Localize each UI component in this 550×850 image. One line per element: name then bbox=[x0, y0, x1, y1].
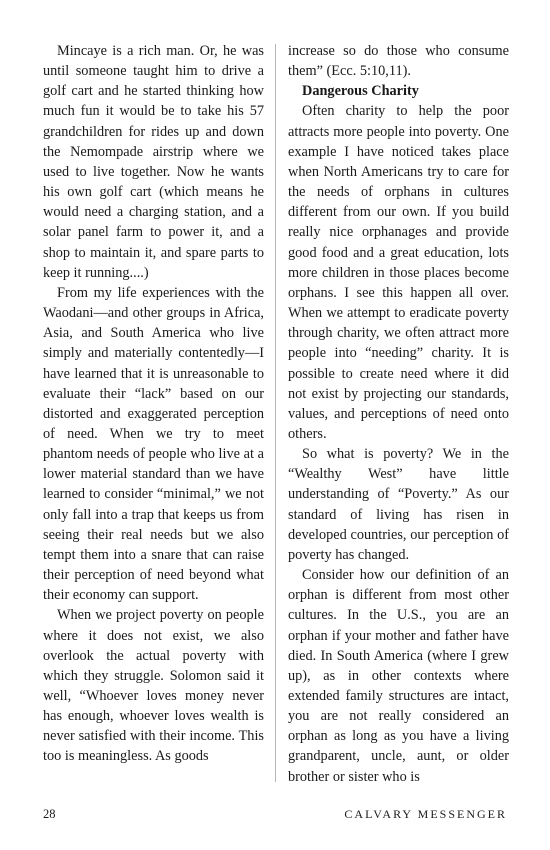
paragraph-continuation: increase so do those who consume them” (Ecc. 5:10,11). bbox=[288, 43, 509, 80]
right-column bbox=[288, 41, 509, 787]
paragraph: Consider how our definition of an orphan is different from most other cultures. In the U.S., you are an orphan if your mother and father have died. In South America (where I grew up), as in other contexts where extended family structures are intact, you are not really considered an orphan as long as you have a living grandparent, uncle, aunt, or older brother or sister who is bbox=[288, 567, 509, 785]
column-divider bbox=[275, 44, 276, 782]
paragraph: Often charity to help the poor attracts more people into poverty. One example I have noticed takes place when North Americans try to care for the needs of orphans in cultures different from our own. If you build really nice orphanages and provide good food and a great education, lots more children in those places become orphans. I see this happen all over. When we attempt to eradicate poverty through charity, we often attract more people into “needing” charity. It is possible to create need where it did not exist by projecting our standards, values, and perceptions of need onto others. bbox=[288, 103, 509, 442]
paragraph: When we project poverty on people where it does not exist, we also overlook the actual poverty with which they struggle. Solomon said it well, “Whoever loves money never has enough, whoever loves wealth is never satisfied with their income. This too is meaningless. As goods bbox=[43, 607, 264, 765]
paragraph: From my life experiences with the Waodani—and other groups in Africa, Asia, and South America who live simply and materially contentedly—I have learned that it is unreasonable to evaluate their “lack” based on our distorted and exaggerated perception of need. When we try to meet phantom needs of people who live at a lower material standard than we have learned to consider “minimal,” we not only fall into a trap that keeps us from seeing their real needs but we also tempt them into a snare that can raise their perception of need beyond what their economy can support. bbox=[43, 284, 264, 604]
paragraph: So what is poverty? We in the “Wealthy West” have little understanding of “Poverty.” As our standard of living has risen in developed countries, our perception of poverty has changed. bbox=[288, 446, 509, 563]
paragraph: Mincaye is a rich man. Or, he was until someone taught him to drive a golf cart and he started thinking how much fun it would be to take his 57 grandchildren for rides up and down the Nemompade airstrip where we used to live together. Now he wants his own golf cart (which means he would need a charging station, and a solar panel farm to power it, and a shop to maintain it, and spare parts to keep it running....) bbox=[43, 43, 264, 281]
section-heading: Dangerous Charity bbox=[302, 83, 419, 100]
left-column bbox=[43, 41, 264, 767]
page-number: 28 bbox=[43, 807, 56, 821]
running-title: CALVARY MESSENGER bbox=[344, 807, 507, 821]
